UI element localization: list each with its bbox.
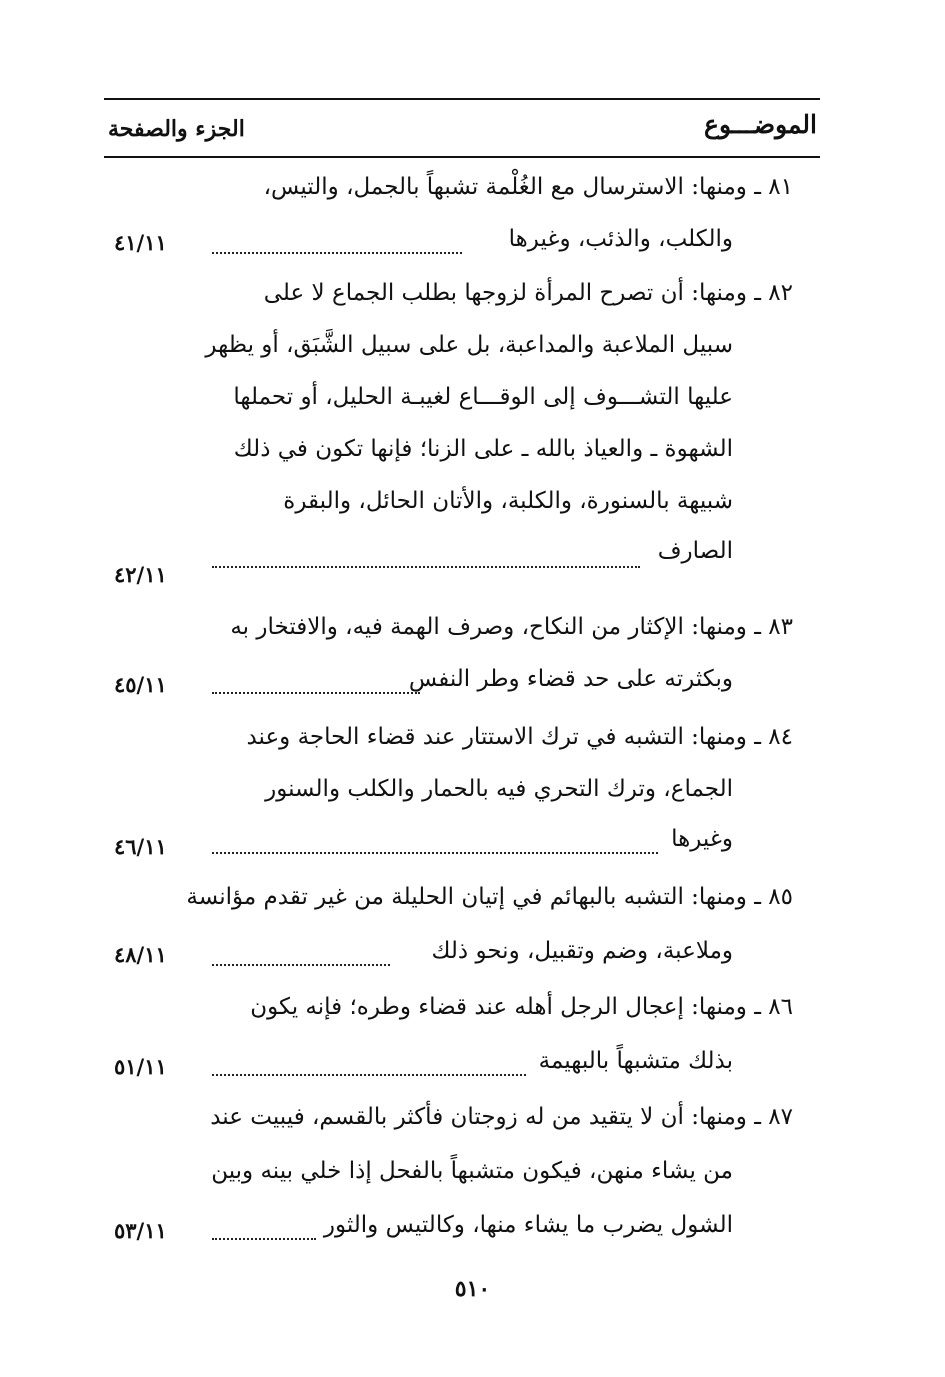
entry-84-line-3: وغيرها [671, 826, 733, 852]
entry-87-line-3: الشول يضرب ما يشاء منها، وكالتيس والثور [323, 1212, 733, 1238]
entry-87-ref: ٥٣/١١ [114, 1218, 167, 1243]
entry-82-line-5: شبيهة بالسنورة، والكلبة، والأتان الحائل، والبقرة [283, 488, 733, 514]
entry-85-line-2: وملاعبة، وضم وتقبيل، ونحو ذلك [431, 938, 733, 964]
entry-84-line-1: ٨٤ ـ ومنها: التشبه في ترك الاستتار عند قضاء الحاجة وعند [246, 724, 793, 750]
entry-81-line-2: والكلب، والذئب، وغيرها [508, 226, 733, 252]
entry-86-line-1: ٨٦ ـ ومنها: إعجال الرجل أهله عند قضاء وطره؛ فإنه يكون [250, 994, 793, 1020]
header-bottom-rule [104, 156, 820, 158]
entry-86-ref: ٥١/١١ [114, 1054, 167, 1079]
entry-85-leader-dots [212, 964, 390, 966]
entry-82-line-3: عليها التشـــوف إلى الوقـــاع لغيبـة الحليل، أو تحملها [233, 384, 733, 410]
entry-82-line-4: الشهوة ـ والعياذ بالله ـ على الزنا؛ فإنها تكون في ذلك [233, 436, 733, 462]
page-number: ٥١٠ [454, 1276, 491, 1302]
entry-82-line-2: سبيل الملاعبة والمداعبة، بل على سبيل الشَّبَق، أو يظهر [205, 332, 733, 358]
entry-82-line-1: ٨٢ ـ ومنها: أن تصرح المرأة لزوجها بطلب الجماع لا على [263, 280, 793, 306]
entry-87-leader-dots [212, 1238, 316, 1240]
entry-84-line-2: الجماع، وترك التحري فيه بالحمار والكلب والسنور [265, 776, 733, 802]
entry-83-line-1: ٨٣ ـ ومنها: الإكثار من النكاح، وصرف الهمة فيه، والافتخار به [230, 614, 793, 640]
entry-83-line-2: وبكثرته على حد قضاء وطر النفس [408, 666, 733, 692]
entry-83-leader-dots [212, 692, 420, 694]
entry-84-ref: ٤٦/١١ [114, 834, 167, 859]
entry-86-line-2: بذلك متشبهاً بالبهيمة [538, 1048, 733, 1074]
entry-86-leader-dots [212, 1074, 526, 1076]
entry-81-ref: ٤١/١١ [114, 230, 167, 255]
entry-83-ref: ٤٥/١١ [114, 672, 167, 697]
header-topic-label: الموضـــوع [704, 110, 817, 139]
entry-82-ref: ٤٢/١١ [114, 562, 167, 587]
entry-81-leader-dots [212, 252, 462, 254]
entry-85-ref: ٤٨/١١ [114, 942, 167, 967]
entry-87-line-1: ٨٧ ـ ومنها: أن لا يتقيد من له زوجتان فأكثر بالقسم، فيبيت عند [210, 1104, 793, 1130]
entry-84-leader-dots [212, 852, 658, 854]
header-volume-page-label: الجزء والصفحة [108, 116, 245, 142]
entry-82-leader-dots [212, 566, 640, 568]
entry-82-line-6: الصارف [657, 538, 733, 564]
entry-81-line-1: ٨١ ـ ومنها: الاسترسال مع الغُلْمة تشبهاً بالجمل، والتيس، [263, 174, 793, 200]
entry-87-line-2: من يشاء منهن، فيكون متشبهاً بالفحل إذا خلي بينه وبين [211, 1158, 733, 1184]
header-top-rule [104, 98, 820, 100]
entry-85-line-1: ٨٥ ـ ومنها: التشبه بالبهائم في إتيان الحليلة من غير تقدم مؤانسة [186, 884, 793, 910]
